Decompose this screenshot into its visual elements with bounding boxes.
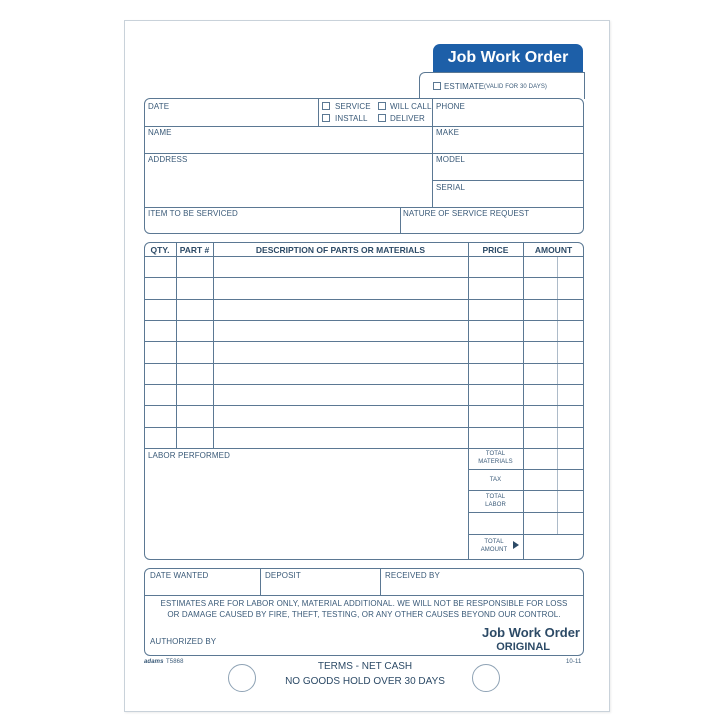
divider [432,180,584,181]
qty-header: QTY. [150,245,170,255]
divider [144,126,584,127]
arrow-right-icon [513,541,519,549]
table-header-divider [144,256,584,257]
total-amount-label-1: TOTAL [484,539,504,545]
divider [380,568,381,595]
form-title: Job Work Order [447,49,569,66]
punch-hole-left [228,664,256,692]
divider [432,98,433,207]
date-wanted-label: DATE WANTED [150,571,209,580]
table-row-line [144,427,584,428]
will-call-checkbox[interactable] [378,102,386,110]
date-label: DATE [148,102,170,111]
totals-divider [468,469,584,470]
estimates-disclaimer-1: ESTIMATES ARE FOR LABOR ONLY, MATERIAL ADDITIONAL. WE WILL NOT BE RESPONSIBLE FOR LOSS [160,599,568,608]
total-materials-label-1: TOTAL [485,451,506,457]
brand-logo: adams [144,659,164,665]
divider [400,207,401,234]
totals-divider [468,512,584,513]
divider [318,98,319,126]
total-materials-label-2: MATERIALS [478,459,513,465]
table-row-line [144,299,584,300]
divider [144,595,584,596]
date-code: 10-11 [566,659,582,665]
table-row-line [144,277,584,278]
no-goods-text: NO GOODS HOLD OVER 30 DAYS [285,676,445,687]
install-label: INSTALL [335,114,368,123]
deposit-label: DEPOSIT [265,571,301,580]
total-labor-label-1: TOTAL [485,494,506,500]
deliver-label: DELIVER [390,114,425,123]
estimate-checkbox[interactable] [433,82,441,90]
table-row-line [144,384,584,385]
table-row-line [144,320,584,321]
total-labor-label-2: LABOR [485,502,506,508]
deliver-checkbox[interactable] [378,114,386,122]
col-divider [213,242,214,448]
make-label: MAKE [436,128,460,137]
labor-performed-label: LABOR PERFORMED [148,451,230,460]
footer-form-title: Job Work Order [481,625,580,640]
labor-divider [144,448,584,449]
address-label: ADDRESS [148,155,188,164]
description-header: DESCRIPTION OF PARTS OR MATERIALS [255,245,426,255]
authorized-by-label: AUTHORIZED BY [150,637,217,646]
col-divider [176,242,177,448]
form-title-tab [433,44,583,72]
serial-label: SERIAL [436,183,466,192]
received-by-label: RECEIVED BY [385,571,440,580]
service-label: SERVICE [335,102,371,111]
nature-of-service-label: NATURE OF SERVICE REQUEST [403,209,530,218]
name-label: NAME [148,128,172,137]
form-code: T5868 [166,659,184,665]
total-amount-label-2: AMOUNT [480,547,508,553]
install-checkbox[interactable] [322,114,330,122]
item-to-be-serviced-label: ITEM TO BE SERVICED [148,209,238,218]
amount-header: AMOUNT [534,245,573,255]
divider [260,568,261,595]
price-header: PRICE [482,245,509,255]
footer-copy-label: ORIGINAL [496,641,550,653]
terms-text: TERMS - NET CASH [317,661,413,672]
cents-divider [557,256,558,534]
totals-divider [468,534,584,535]
service-checkbox[interactable] [322,102,330,110]
punch-hole-right [472,664,500,692]
table-row-line [144,405,584,406]
totals-divider [468,490,584,491]
estimate-label: ESTIMATE [444,82,485,91]
divider [144,207,584,208]
phone-label: PHONE [436,102,465,111]
part-header: PART # [179,245,210,255]
divider [144,153,584,154]
table-row-line [144,363,584,364]
will-call-label: WILL CALL [390,102,432,111]
estimates-disclaimer-2: OR DAMAGE CAUSED BY FIRE, THEFT, TESTING, OR ANY OTHER CAUSES BEYOND OUR CONTROL. [167,610,561,619]
tax-label: TAX [489,477,502,483]
estimate-note: (VALID FOR 30 DAYS) [484,83,548,90]
model-label: MODEL [436,155,465,164]
table-row-line [144,341,584,342]
